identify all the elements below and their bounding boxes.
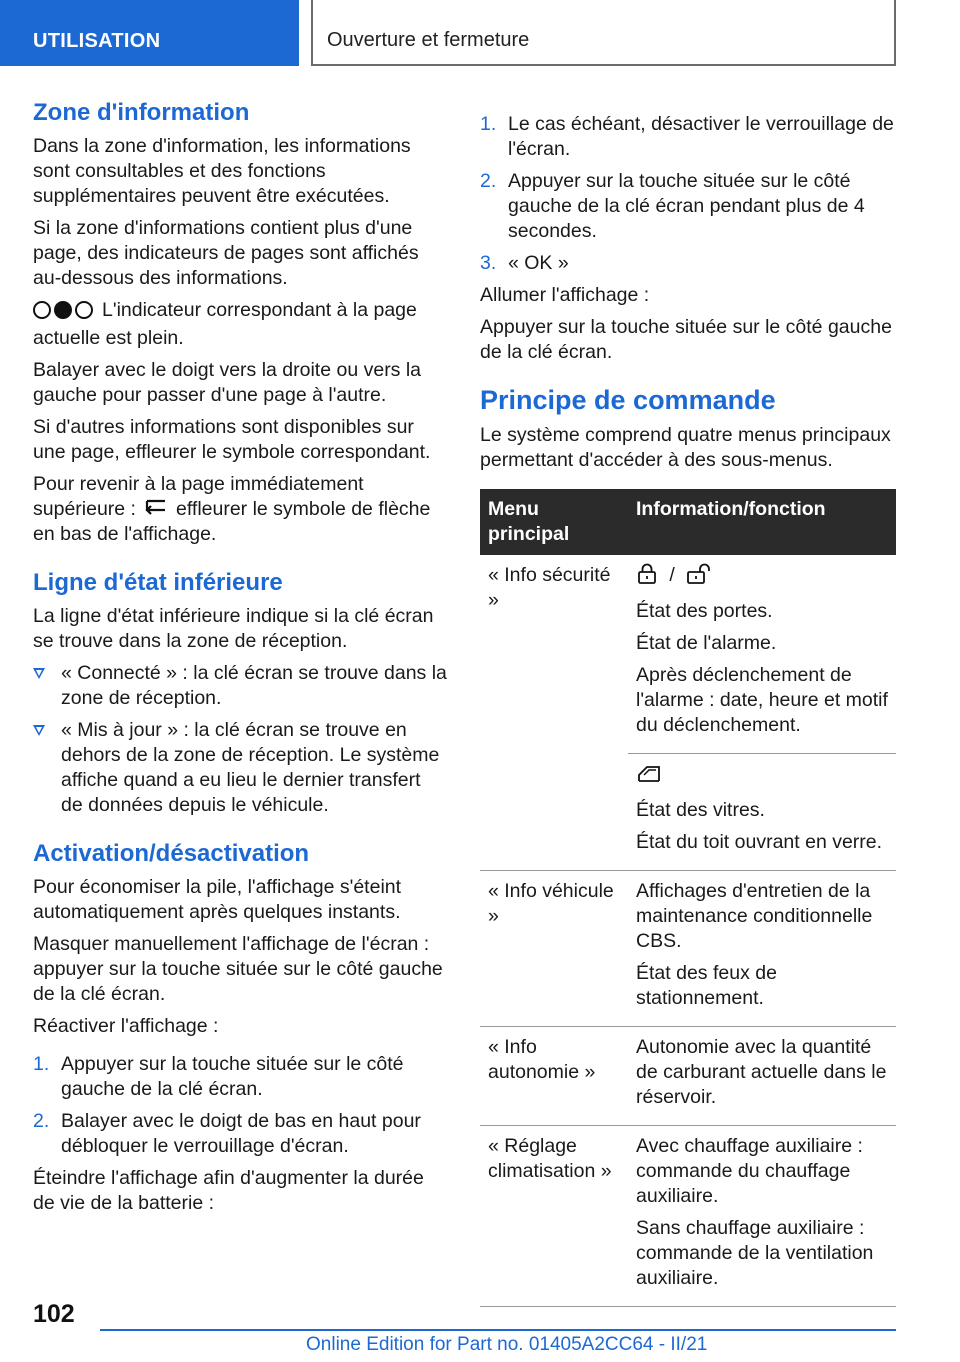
table-cell-function: Autonomie avec la quantité de carburant actuelle dans le réservoir.	[628, 1027, 896, 1126]
list-item: « Mis à jour » : la clé écran se trouve en dehors de la zone de réception. Le système affiche quand a eu lieu le dernier transfert de données depuis le véhicule.	[33, 718, 447, 818]
table-row	[480, 871, 896, 1027]
table-cell-menu: « Info véhicule »	[480, 871, 628, 1027]
lock-open-icon	[686, 563, 712, 592]
table-cell-menu: « Info sécurité »	[480, 555, 628, 871]
activation-para-4: Éteindre l'affichage afin d'augmenter la durée de vie de la batterie :	[33, 1167, 424, 1214]
zone-info-para-2: Si la zone d'informations contient plus d'une page, des indicateurs de pages sont affichés au-dessous des informations.	[33, 217, 419, 289]
activation-para-3: Réactiver l'affichage :	[33, 1015, 219, 1037]
display-off-steps	[480, 112, 896, 276]
lock-closed-icon	[636, 563, 658, 592]
display-on-para-1: Allumer l'affichage :	[480, 284, 650, 306]
list-item: 1. Appuyer sur la touche située sur le côté gauche de la clé écran.	[33, 1053, 404, 1100]
menu-table	[480, 489, 896, 1307]
table-row	[480, 1027, 896, 1126]
zone-info-para-3: L'indicateur correspondant à la page actuelle est plein.	[33, 299, 417, 349]
activation-heading: Activation/désactivation	[33, 840, 310, 867]
reactivate-steps	[33, 1052, 447, 1159]
activation-para-2: Masquer manuellement l'affichage de l'écran : appuyer sur la touche située sur le côté gauche de la clé écran.	[33, 933, 443, 1005]
command-principle-heading: Principe de commande	[480, 385, 776, 415]
zone-info-para-1: Dans la zone d'information, les informations sont consultables et des fonctions supplémentaires peuvent être exécutées.	[33, 135, 411, 207]
zone-info-heading: Zone d'information	[33, 99, 250, 126]
zone-info-para-4: Balayer avec le doigt vers la droite ou vers la gauche pour passer d'une page à l'autre.	[33, 359, 422, 406]
right-column	[480, 98, 896, 1307]
status-line-heading: Ligne d'état inférieure	[33, 569, 283, 596]
triangle-bullet-icon	[33, 668, 45, 679]
status-list	[33, 661, 447, 818]
table-cell-menu: « Réglage climatisation »	[480, 1126, 628, 1307]
list-item: « Connecté » : la clé écran se trouve dans la zone de réception.	[33, 661, 447, 711]
header-section-tab	[0, 0, 299, 66]
back-arrow-icon	[144, 497, 168, 511]
footer-edition: Online Edition for Part no. 01405A2CC64 - II/21	[306, 1334, 708, 1355]
zone-info-para-6: Pour revenir à la page immédiatement supérieure : effleurer le symbole de flèche en bas de l'affichage.	[33, 473, 431, 545]
header-section-label: UTILISATION	[33, 30, 161, 52]
list-item: 2. Balayer avec le doigt de bas en haut pour débloquer le verrouillage d'écran.	[33, 1110, 421, 1157]
zone-info-para-5: Si d'autres informations sont disponibles sur une page, effleurer le symbole correspondant.	[33, 416, 431, 463]
table-row	[480, 1126, 896, 1307]
table-cell-function: / État des portes. État de l'alarme. Après déclenchement de l'alarme : date, heure et motif du déclenchement.	[628, 555, 896, 754]
list-item: 2. Appuyer sur la touche située sur le côté gauche de la clé écran pendant plus de 4 secondes.	[480, 170, 865, 242]
list-item: 1. Le cas échéant, désactiver le verrouillage de l'écran.	[480, 113, 894, 160]
table-cell-function: Affichages d'entretien de la maintenance conditionnelle CBS. État des feux de stationnement.	[628, 871, 896, 1027]
footer-divider	[100, 1329, 896, 1331]
table-header-row	[480, 489, 896, 555]
display-on-para-2: Appuyer sur la touche située sur le côté gauche de la clé écran.	[480, 316, 892, 363]
table-header-function: Information/fonction	[628, 489, 896, 555]
table-row	[480, 555, 896, 754]
table-header-menu: Menu principal	[480, 489, 628, 555]
header-chapter-label: Ouverture et fermeture	[327, 29, 530, 51]
header-chapter-tab	[311, 0, 896, 66]
table-cell-function: État des vitres. État du toit ouvrant en verre.	[628, 754, 896, 871]
car-window-icon	[636, 762, 662, 791]
page-number: 102	[33, 1300, 75, 1328]
table-cell-menu: « Info autonomie »	[480, 1027, 628, 1126]
left-column	[33, 98, 447, 1223]
list-item: 3. « OK »	[480, 252, 569, 274]
status-line-para: La ligne d'état inférieure indique si la clé écran se trouve dans la zone de réception.	[33, 605, 434, 652]
activation-para-1: Pour économiser la pile, l'affichage s'éteint automatiquement après quelques instants.	[33, 876, 402, 923]
command-principle-para: Le système comprend quatre menus principaux permettant d'accéder à des sous-menus.	[480, 424, 891, 471]
triangle-bullet-icon	[33, 725, 45, 736]
table-cell-function: Avec chauffage auxiliaire : commande du chauffage auxiliaire. Sans chauffage auxiliaire : commande de la ventilation auxiliaire.	[628, 1126, 896, 1307]
page-indicator-icon	[33, 301, 96, 326]
